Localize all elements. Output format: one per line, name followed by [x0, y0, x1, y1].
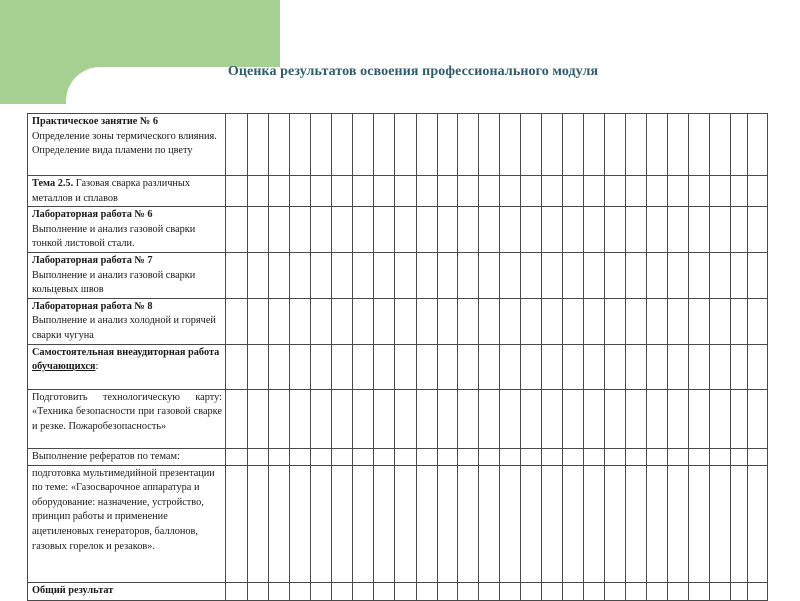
row-label	[28, 298, 226, 344]
grade-cell	[269, 389, 290, 448]
grade-cell	[521, 114, 542, 176]
grade-cell	[332, 582, 353, 600]
grade-cell	[748, 207, 768, 253]
grade-cell	[731, 465, 748, 582]
grade-cell	[311, 389, 332, 448]
grade-cell	[353, 252, 374, 298]
grade-cell	[458, 582, 479, 600]
grade-cell	[668, 207, 689, 253]
grade-cell	[395, 207, 417, 253]
row-text: подготовка мультимедийной презентации по теме: «Газосварочное аппаратура и оборудование: назначение, устройство, принцип работы и применение ацетиленовых генераторов, баллонов, газовых горелок и резаков».	[32, 467, 215, 552]
grade-cell	[417, 114, 438, 176]
grade-cell	[332, 207, 353, 253]
grade-cell	[417, 582, 438, 600]
grade-cell	[353, 465, 374, 582]
grade-cell	[521, 344, 542, 389]
grade-cell	[626, 176, 647, 207]
grade-cell	[417, 207, 438, 253]
row-title: Общий результат	[32, 584, 114, 596]
grade-cell	[748, 252, 768, 298]
grade-cell	[647, 389, 668, 448]
grade-cell	[605, 582, 626, 600]
grade-cell	[332, 344, 353, 389]
grade-cell	[626, 465, 647, 582]
grade-cell	[584, 389, 605, 448]
grade-cell	[226, 298, 248, 344]
grade-cell	[647, 252, 668, 298]
grade-cell	[748, 344, 768, 389]
grade-cell	[269, 252, 290, 298]
grade-cell	[500, 176, 521, 207]
grade-cell	[417, 176, 438, 207]
grade-cell	[605, 465, 626, 582]
grade-cell	[353, 389, 374, 448]
grade-cell	[374, 252, 395, 298]
grade-cell	[353, 114, 374, 176]
grade-cell	[395, 176, 417, 207]
grade-cell	[332, 448, 353, 465]
grade-cell	[668, 252, 689, 298]
grade-cell	[542, 465, 563, 582]
grade-cell	[438, 252, 458, 298]
grade-cell	[500, 114, 521, 176]
grade-cell	[605, 207, 626, 253]
assessment-table	[27, 113, 768, 601]
grade-cell	[689, 582, 710, 600]
grade-cell	[584, 448, 605, 465]
grade-cell	[479, 465, 500, 582]
row-text: Определение зоны термического влияния. Определение вида пламени по цвету	[32, 130, 217, 157]
grade-cell	[417, 448, 438, 465]
grade-cell	[626, 448, 647, 465]
grade-cell	[605, 344, 626, 389]
grade-cell	[479, 582, 500, 600]
table-row-self-study	[28, 344, 768, 389]
grade-cell	[374, 582, 395, 600]
grade-cell	[521, 252, 542, 298]
grade-cell	[605, 448, 626, 465]
grade-cell	[226, 176, 248, 207]
grade-cell	[731, 448, 748, 465]
row-label	[28, 176, 226, 207]
grade-cell	[417, 389, 438, 448]
row-label	[28, 582, 226, 600]
grade-cell	[332, 176, 353, 207]
table-row-lab-7	[28, 252, 768, 298]
grade-cell	[458, 389, 479, 448]
row-label	[28, 389, 226, 448]
grade-cell	[438, 582, 458, 600]
grade-cell	[647, 582, 668, 600]
grade-cell	[479, 448, 500, 465]
grade-cell	[438, 389, 458, 448]
grade-cell	[542, 298, 563, 344]
grade-cell	[626, 389, 647, 448]
grade-cell	[374, 207, 395, 253]
grade-cell	[689, 448, 710, 465]
table-row-reports	[28, 448, 768, 465]
grade-cell	[374, 389, 395, 448]
row-title: Лабораторная работа № 6	[32, 209, 153, 221]
grade-cell	[563, 582, 584, 600]
grade-cell	[248, 252, 269, 298]
grade-cell	[438, 465, 458, 582]
grade-cell	[353, 448, 374, 465]
grade-cell	[563, 465, 584, 582]
grade-cell	[500, 344, 521, 389]
grade-cell	[311, 114, 332, 176]
grade-cell	[668, 582, 689, 600]
grade-cell	[395, 448, 417, 465]
grade-cell	[269, 344, 290, 389]
grade-cell	[647, 207, 668, 253]
grade-cell	[290, 176, 311, 207]
grade-cell	[563, 298, 584, 344]
grade-cell	[290, 465, 311, 582]
grade-cell	[626, 344, 647, 389]
grade-cell	[542, 344, 563, 389]
grade-cell	[584, 176, 605, 207]
grade-cell	[647, 298, 668, 344]
grade-cell	[731, 389, 748, 448]
grade-cell	[584, 207, 605, 253]
grade-cell	[542, 448, 563, 465]
grade-cell	[395, 114, 417, 176]
grade-cell	[226, 114, 248, 176]
row-title: Лабораторная работа № 8	[32, 300, 153, 312]
grade-cell	[395, 298, 417, 344]
grade-cell	[226, 389, 248, 448]
grade-cell	[605, 176, 626, 207]
row-label	[28, 465, 226, 582]
grade-cell	[748, 389, 768, 448]
grade-cell	[395, 252, 417, 298]
grade-cell	[269, 582, 290, 600]
grade-cell	[521, 298, 542, 344]
grade-cell	[521, 465, 542, 582]
grade-cell	[332, 114, 353, 176]
grade-cell	[311, 582, 332, 600]
grade-cell	[479, 207, 500, 253]
grade-cell	[269, 114, 290, 176]
grade-cell	[353, 176, 374, 207]
grade-cell	[458, 465, 479, 582]
table-row-topic-2-5	[28, 176, 768, 207]
grade-cell	[542, 207, 563, 253]
grade-cell	[542, 582, 563, 600]
grade-cell	[668, 114, 689, 176]
grade-cell	[395, 582, 417, 600]
grade-cell	[438, 298, 458, 344]
grade-cell	[563, 114, 584, 176]
grade-cell	[332, 465, 353, 582]
grade-cell	[226, 465, 248, 582]
grade-cell	[731, 252, 748, 298]
grade-cell	[710, 344, 731, 389]
grade-cell	[500, 448, 521, 465]
grade-cell	[710, 465, 731, 582]
grade-cell	[668, 465, 689, 582]
grade-cell	[521, 389, 542, 448]
grade-cell	[290, 207, 311, 253]
grade-cell	[500, 465, 521, 582]
grade-cell	[521, 448, 542, 465]
grade-cell	[584, 252, 605, 298]
grade-cell	[689, 389, 710, 448]
grade-cell	[668, 389, 689, 448]
grade-cell	[248, 582, 269, 600]
grade-cell	[647, 176, 668, 207]
grade-cell	[605, 298, 626, 344]
grade-cell	[248, 207, 269, 253]
grade-cell	[479, 252, 500, 298]
grade-cell	[521, 176, 542, 207]
row-title-underlined: обучающихся	[32, 361, 96, 373]
grade-cell	[353, 207, 374, 253]
grade-cell	[438, 114, 458, 176]
grade-cell	[353, 582, 374, 600]
grade-cell	[626, 252, 647, 298]
grade-cell	[311, 207, 332, 253]
grade-cell	[689, 207, 710, 253]
grade-cell	[458, 344, 479, 389]
grade-cell	[542, 252, 563, 298]
grade-cell	[668, 448, 689, 465]
grade-cell	[731, 582, 748, 600]
grade-cell	[731, 176, 748, 207]
grade-cell	[710, 252, 731, 298]
grade-cell	[311, 448, 332, 465]
row-label	[28, 344, 226, 389]
grade-cell	[521, 582, 542, 600]
grade-cell	[374, 298, 395, 344]
grade-cell	[647, 448, 668, 465]
row-text: Выполнение и анализ холодной и горячей сварки чугуна	[32, 315, 216, 341]
grade-cell	[226, 448, 248, 465]
grade-cell	[248, 465, 269, 582]
grade-cell	[731, 207, 748, 253]
grade-cell	[479, 298, 500, 344]
grade-cell	[647, 465, 668, 582]
grade-cell	[710, 114, 731, 176]
table-row-tech-card	[28, 389, 768, 448]
grade-cell	[479, 114, 500, 176]
row-label	[28, 114, 226, 176]
grade-cell	[689, 176, 710, 207]
grade-cell	[311, 465, 332, 582]
grade-cell	[584, 582, 605, 600]
grade-cell	[563, 448, 584, 465]
grade-cell	[710, 298, 731, 344]
grade-cell	[748, 176, 768, 207]
grade-cell	[689, 344, 710, 389]
grade-cell	[248, 389, 269, 448]
grade-cell	[311, 298, 332, 344]
grade-cell	[689, 114, 710, 176]
table-row-presentation	[28, 465, 768, 582]
grade-cell	[290, 344, 311, 389]
grade-cell	[311, 176, 332, 207]
grade-cell	[374, 465, 395, 582]
grade-cell	[542, 389, 563, 448]
grade-cell	[668, 344, 689, 389]
grade-cell	[500, 298, 521, 344]
grade-cell	[563, 207, 584, 253]
row-title: Лабораторная работа № 7	[32, 254, 153, 266]
grade-cell	[332, 389, 353, 448]
grade-cell	[500, 207, 521, 253]
grade-cell	[417, 252, 438, 298]
row-label	[28, 252, 226, 298]
grade-cell	[710, 448, 731, 465]
grade-cell	[248, 176, 269, 207]
grade-cell	[605, 114, 626, 176]
grade-cell	[521, 207, 542, 253]
row-text: Газовая сварка различных металлов и сплавов	[32, 178, 190, 204]
grade-cell	[626, 114, 647, 176]
row-text: Выполнение и анализ газовой сварки кольцевых швов	[32, 269, 196, 296]
grade-cell	[626, 582, 647, 600]
grade-cell	[226, 252, 248, 298]
grade-cell	[563, 252, 584, 298]
row-title-colon: :	[95, 361, 99, 373]
grade-cell	[374, 176, 395, 207]
grade-cell	[479, 176, 500, 207]
grade-cell	[647, 114, 668, 176]
grade-cell	[710, 176, 731, 207]
grade-cell	[332, 298, 353, 344]
grade-cell	[605, 389, 626, 448]
grade-cell	[731, 298, 748, 344]
grade-cell	[748, 298, 768, 344]
grade-cell	[458, 114, 479, 176]
table-row-total	[28, 582, 768, 600]
grade-cell	[584, 465, 605, 582]
grade-cell	[290, 582, 311, 600]
row-label	[28, 448, 226, 465]
grade-cell	[710, 582, 731, 600]
table-row-practical-6	[28, 114, 768, 176]
grade-cell	[584, 344, 605, 389]
grade-cell	[710, 389, 731, 448]
grade-cell	[311, 252, 332, 298]
grade-cell	[626, 298, 647, 344]
grade-cell	[290, 298, 311, 344]
grade-cell	[458, 448, 479, 465]
row-title: Практическое занятие № 6	[32, 116, 158, 127]
row-text: Подготовить технологическую карту: «Техника безопасности при газовой сварке и резке. Пожаробезопасность»	[32, 391, 222, 432]
grade-cell	[748, 114, 768, 176]
grade-cell	[269, 448, 290, 465]
grade-cell	[269, 465, 290, 582]
grade-cell	[458, 252, 479, 298]
grade-cell	[710, 207, 731, 253]
row-text: Выполнение рефератов по темам:	[32, 450, 180, 462]
grade-cell	[290, 114, 311, 176]
grade-cell	[647, 344, 668, 389]
grade-cell	[479, 389, 500, 448]
grade-cell	[226, 582, 248, 600]
grade-cell	[563, 344, 584, 389]
grade-cell	[417, 465, 438, 582]
grade-cell	[731, 114, 748, 176]
grade-cell	[458, 207, 479, 253]
grade-cell	[248, 114, 269, 176]
grade-cell	[438, 176, 458, 207]
grade-cell	[584, 298, 605, 344]
grade-cell	[748, 448, 768, 465]
grade-cell	[668, 298, 689, 344]
table-row-lab-6	[28, 207, 768, 253]
grade-cell	[311, 344, 332, 389]
grade-cell	[226, 207, 248, 253]
grade-cell	[332, 252, 353, 298]
row-title: Тема 2.5.	[32, 178, 74, 189]
grade-cell	[269, 176, 290, 207]
grade-cell	[374, 114, 395, 176]
grade-cell	[500, 389, 521, 448]
grade-cell	[374, 344, 395, 389]
grade-cell	[668, 176, 689, 207]
grade-cell	[458, 298, 479, 344]
grade-cell	[584, 114, 605, 176]
grade-cell	[374, 448, 395, 465]
grade-cell	[395, 389, 417, 448]
grade-cell	[438, 207, 458, 253]
grade-cell	[689, 252, 710, 298]
grade-cell	[689, 465, 710, 582]
grade-cell	[542, 176, 563, 207]
grade-cell	[248, 298, 269, 344]
grade-cell	[395, 465, 417, 582]
grade-cell	[438, 344, 458, 389]
grade-cell	[248, 344, 269, 389]
grade-cell	[417, 298, 438, 344]
grade-cell	[269, 298, 290, 344]
grade-cell	[417, 344, 438, 389]
grade-cell	[500, 252, 521, 298]
grade-cell	[563, 176, 584, 207]
grade-cell	[605, 252, 626, 298]
grade-cell	[353, 344, 374, 389]
grade-cell	[290, 389, 311, 448]
grade-cell	[731, 344, 748, 389]
row-label	[28, 207, 226, 253]
grade-cell	[500, 582, 521, 600]
grade-cell	[748, 465, 768, 582]
grade-cell	[626, 207, 647, 253]
row-title: Самостоятельная внеаудиторная работа	[32, 346, 220, 358]
grade-cell	[395, 344, 417, 389]
grade-cell	[689, 298, 710, 344]
row-text: Выполнение и анализ газовой сварки тонкой листовой стали.	[32, 223, 196, 250]
grade-cell	[438, 448, 458, 465]
grade-cell	[353, 298, 374, 344]
grade-cell	[269, 207, 290, 253]
table-row-lab-8	[28, 298, 768, 344]
grade-cell	[542, 114, 563, 176]
grade-cell	[226, 344, 248, 389]
grade-cell	[563, 389, 584, 448]
grade-cell	[248, 448, 269, 465]
grade-cell	[458, 176, 479, 207]
page-title: Оценка результатов освоения профессионального модуля	[227, 64, 599, 79]
grade-cell	[748, 582, 768, 600]
grade-cell	[479, 344, 500, 389]
grade-cell	[290, 448, 311, 465]
grade-cell	[290, 252, 311, 298]
